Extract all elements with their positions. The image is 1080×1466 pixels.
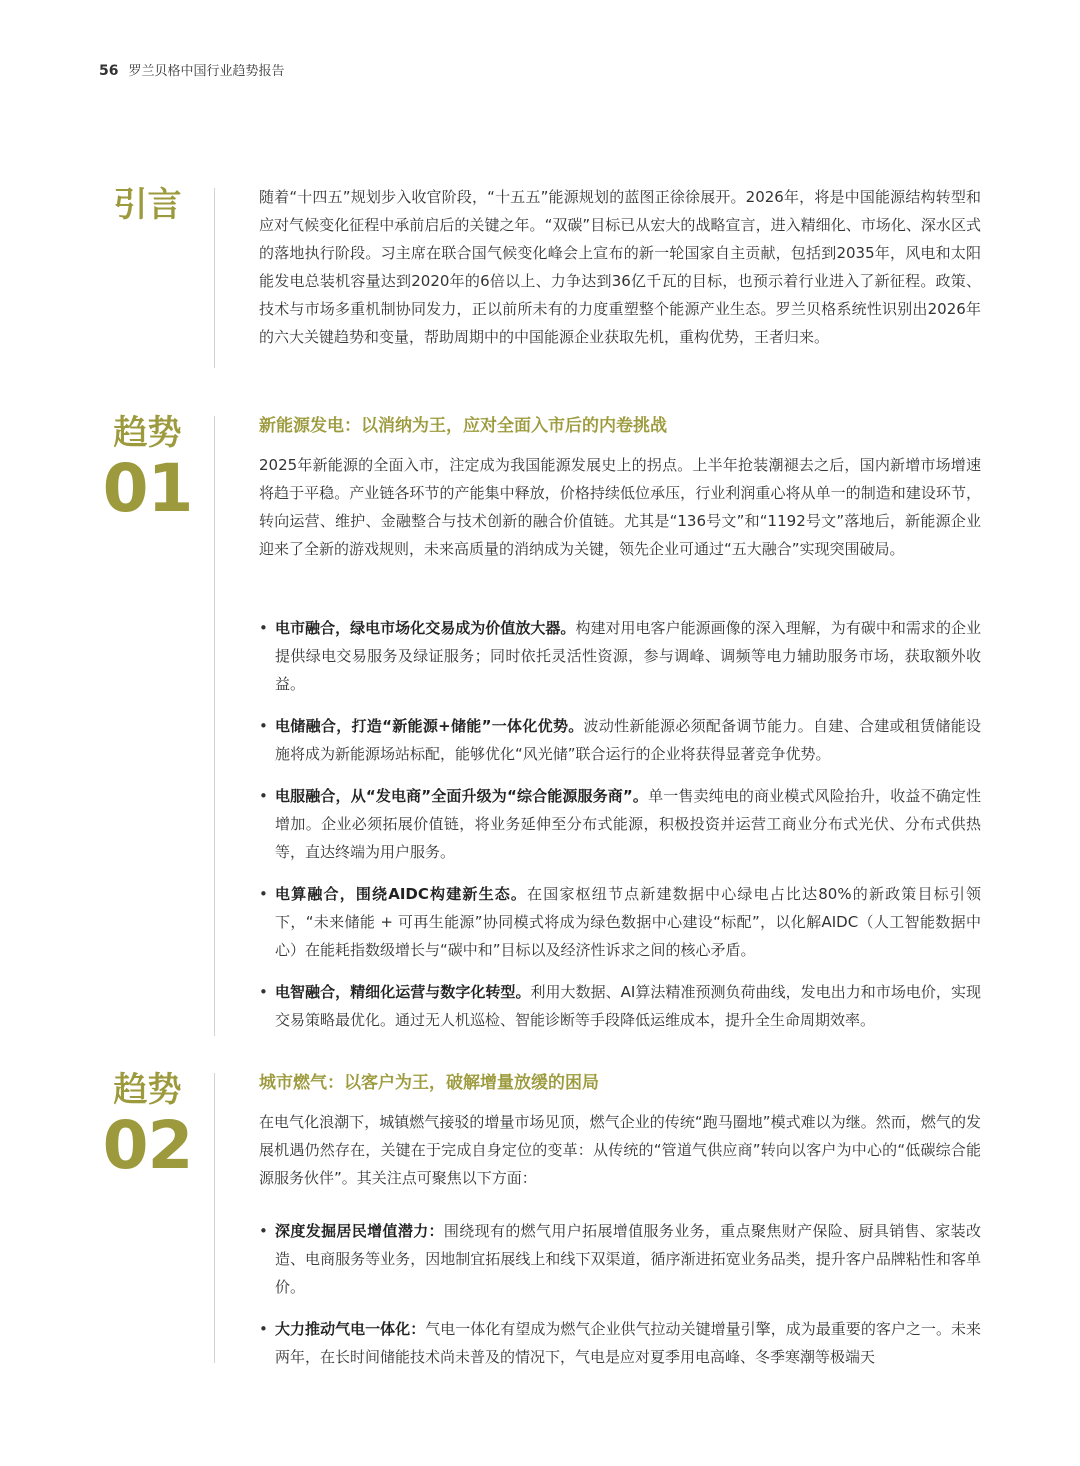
- section-divider-trend2: [214, 1073, 215, 1363]
- page-header: [99, 60, 285, 79]
- bullet-text: 围绕现有的燃气用户拓展增值服务业务，重点聚焦财产保险、厨具销售、家装改造、电商服务等业务，因地制宜拓展线上和线下双渠道，循序渐进拓宽业务品类，提升客户品牌粘性和客单价。: [275, 1222, 981, 1296]
- bullet-text: 利用大数据、AI算法精准预测负荷曲线，发电出力和市场电价，实现交易策略最优化。通过无人机巡检、智能诊断等手段降低运维成本，提升全生命周期效率。: [275, 983, 981, 1029]
- bullet-title: 电算融合，围绕AIDC构建新生态。: [275, 885, 528, 903]
- section-divider-trend1: [214, 416, 215, 1036]
- bullet-title: 深度发掘居民增值潜力：: [275, 1222, 444, 1240]
- intro-label-block: [100, 184, 195, 226]
- bullet-title: 电服融合，从“发电商”全面升级为“综合能源服务商”。: [275, 787, 649, 805]
- trend2-label-block: [100, 1069, 195, 1184]
- trend1-number: 01: [102, 450, 193, 527]
- bullet-title: 电智融合，精细化运营与数字化转型。: [275, 983, 531, 1001]
- trend2-paragraph: [259, 1108, 981, 1192]
- list-item: • 电市融合，绿电市场化交易成为价值放大器。构建对用电客户能源画像的深入理解，为有碳中和需求的企业提供绿电交易服务及绿证服务；同时依托灵活性资源，参与调峰、调频等电力辅助服务市场，获取额外收益。: [259, 619, 981, 693]
- trend1-bullet-list: [259, 614, 981, 1034]
- trend1-label-block: [100, 412, 195, 527]
- trend2-text: 在电气化浪潮下，城镇燃气接驳的增量市场见顶，燃气企业的传统“跑马圈地”模式难以为继。然而，燃气的发展机遇仍然存在，关键在于完成自身定位的变革：从传统的“管道气供应商”转向以客户为中心的“低碳综合能源服务伙伴”。其关注点可聚焦以下方面：: [259, 1113, 981, 1187]
- list-item: • 深度发掘居民增值潜力：围绕现有的燃气用户拓展增值服务业务，重点聚焦财产保险、厨具销售、家装改造、电商服务等业务，因地制宜拓展线上和线下双渠道，循序渐进拓宽业务品类，提升客户品牌粘性和客单价。: [259, 1222, 981, 1296]
- intro-label: 引言: [113, 185, 182, 225]
- trend2-bullet-list: [259, 1217, 981, 1371]
- bullet-title: 电市融合，绿电市场化交易成为价值放大器。: [275, 619, 576, 637]
- bullet-text: 波动性新能源必须配备调节能力。自建、合建或租赁储能设施将成为新能源场站标配，能够优化“风光储”联合运行的企业将获得显著竞争优势。: [275, 717, 981, 763]
- bullet-title: 大力推动气电一体化：: [275, 1320, 426, 1338]
- trend2-label: 趋势: [113, 1070, 182, 1110]
- list-item: • 电储融合，打造“新能源+储能”一体化优势。波动性新能源必须配备调节能力。自建、合建或租赁储能设施将成为新能源场站标配，能够优化“风光储”联合运行的企业将获得显著竞争优势。: [259, 717, 981, 763]
- bullet-text: 在国家枢纽节点新建数据中心绿电占比达80%的新政策目标引领下，“未来储能 + 可再生能源”协同模式将成为绿色数据中心建设“标配”，以化解AIDC（人工智能数据中心）在能耗指数级增长与“碳中和”目标以及经济性诉求之间的核心矛盾。: [275, 885, 982, 959]
- trend1-paragraph: [259, 451, 981, 563]
- trend1-heading: 新能源发电：以消纳为王，应对全面入市后的内卷挑战: [259, 416, 667, 436]
- page-number: 56: [99, 63, 119, 79]
- list-item: • 电服融合，从“发电商”全面升级为“综合能源服务商”。单一售卖纯电的商业模式风险抬升，收益不确定性增加。企业必须拓展价值链，将业务延伸至分布式能源，积极投资并运营工商业分布式光伏、分布式供热等，直达终端为用户服务。: [259, 787, 981, 861]
- trend1-label: 趋势: [113, 413, 182, 453]
- bullet-text: 单一售卖纯电的商业模式风险抬升，收益不确定性增加。企业必须拓展价值链，将业务延伸至分布式能源，积极投资并运营工商业分布式光伏、分布式供热等，直达终端为用户服务。: [275, 787, 981, 861]
- trend2-number: 02: [102, 1107, 193, 1184]
- report-title: 罗兰贝格中国行业趋势报告: [128, 64, 285, 79]
- intro-text: 随着“十四五”规划步入收官阶段，“十五五”能源规划的蓝图正徐徐展开。2026年，将是中国能源结构转型和应对气候变化征程中承前启后的关键之年。“双碳”目标已从宏大的战略宣言，进入精细化、市场化、深水区式的落地执行阶段。习主席在联合国气候变化峰会上宣布的新一轮国家自主贡献，包括到2035年，风电和太阳能发电总装机容量达到2020年的6倍以上、力争达到36亿千瓦的目标，也预示着行业进入了新征程。政策、技术与市场多重机制协同发力，正以前所未有的力度重塑整个能源产业生态。罗兰贝格系统性识别出2026年的六大关键趋势和变量，帮助周期中的中国能源企业获取先机，重构优势，王者归来。: [259, 188, 981, 346]
- trend2-heading: 城市燃气：以客户为王，破解增量放缓的困局: [259, 1073, 599, 1093]
- list-item: • 电算融合，围绕AIDC构建新生态。在国家枢纽节点新建数据中心绿电占比达80%的新政策目标引领下，“未来储能 + 可再生能源”协同模式将成为绿色数据中心建设“标配”，以化解AIDC（人工智能数据中心）在能耗指数级增长与“碳中和”目标以及经济性诉求之间的核心矛盾。: [259, 885, 982, 959]
- intro-paragraph: [259, 183, 981, 351]
- list-item: • 电智融合，精细化运营与数字化转型。利用大数据、AI算法精准预测负荷曲线，发电出力和市场电价，实现交易策略最优化。通过无人机巡检、智能诊断等手段降低运维成本，提升全生命周期效率。: [259, 983, 981, 1029]
- bullet-text: 构建对用电客户能源画像的深入理解，为有碳中和需求的企业提供绿电交易服务及绿证服务；同时依托灵活性资源，参与调峰、调频等电力辅助服务市场，获取额外收益。: [275, 619, 981, 693]
- bullet-text: 气电一体化有望成为燃气企业供气拉动关键增量引擎，成为最重要的客户之一。未来两年，在长时间储能技术尚未普及的情况下，气电是应对夏季用电高峰、冬季寒潮等极端天: [275, 1320, 981, 1366]
- list-item: • 大力推动气电一体化：气电一体化有望成为燃气企业供气拉动关键增量引擎，成为最重要的客户之一。未来两年，在长时间储能技术尚未普及的情况下，气电是应对夏季用电高峰、冬季寒潮等极端天: [259, 1320, 981, 1366]
- bullet-title: 电储融合，打造“新能源+储能”一体化优势。: [275, 717, 584, 735]
- trend1-text: 2025年新能源的全面入市，注定成为我国能源发展史上的拐点。上半年抢装潮褪去之后，国内新增市场增速将趋于平稳。产业链各环节的产能集中释放，价格持续低位承压，行业利润重心将从单一的制造和建设环节，转向运营、维护、金融整合与技术创新的融合价值链。尤其是“136号文”和“1192号文”落地后，新能源企业迎来了全新的游戏规则，未来高质量的消纳成为关键，领先企业可通过“五大融合”实现突围破局。: [259, 456, 981, 558]
- section-divider-intro: [214, 188, 215, 368]
